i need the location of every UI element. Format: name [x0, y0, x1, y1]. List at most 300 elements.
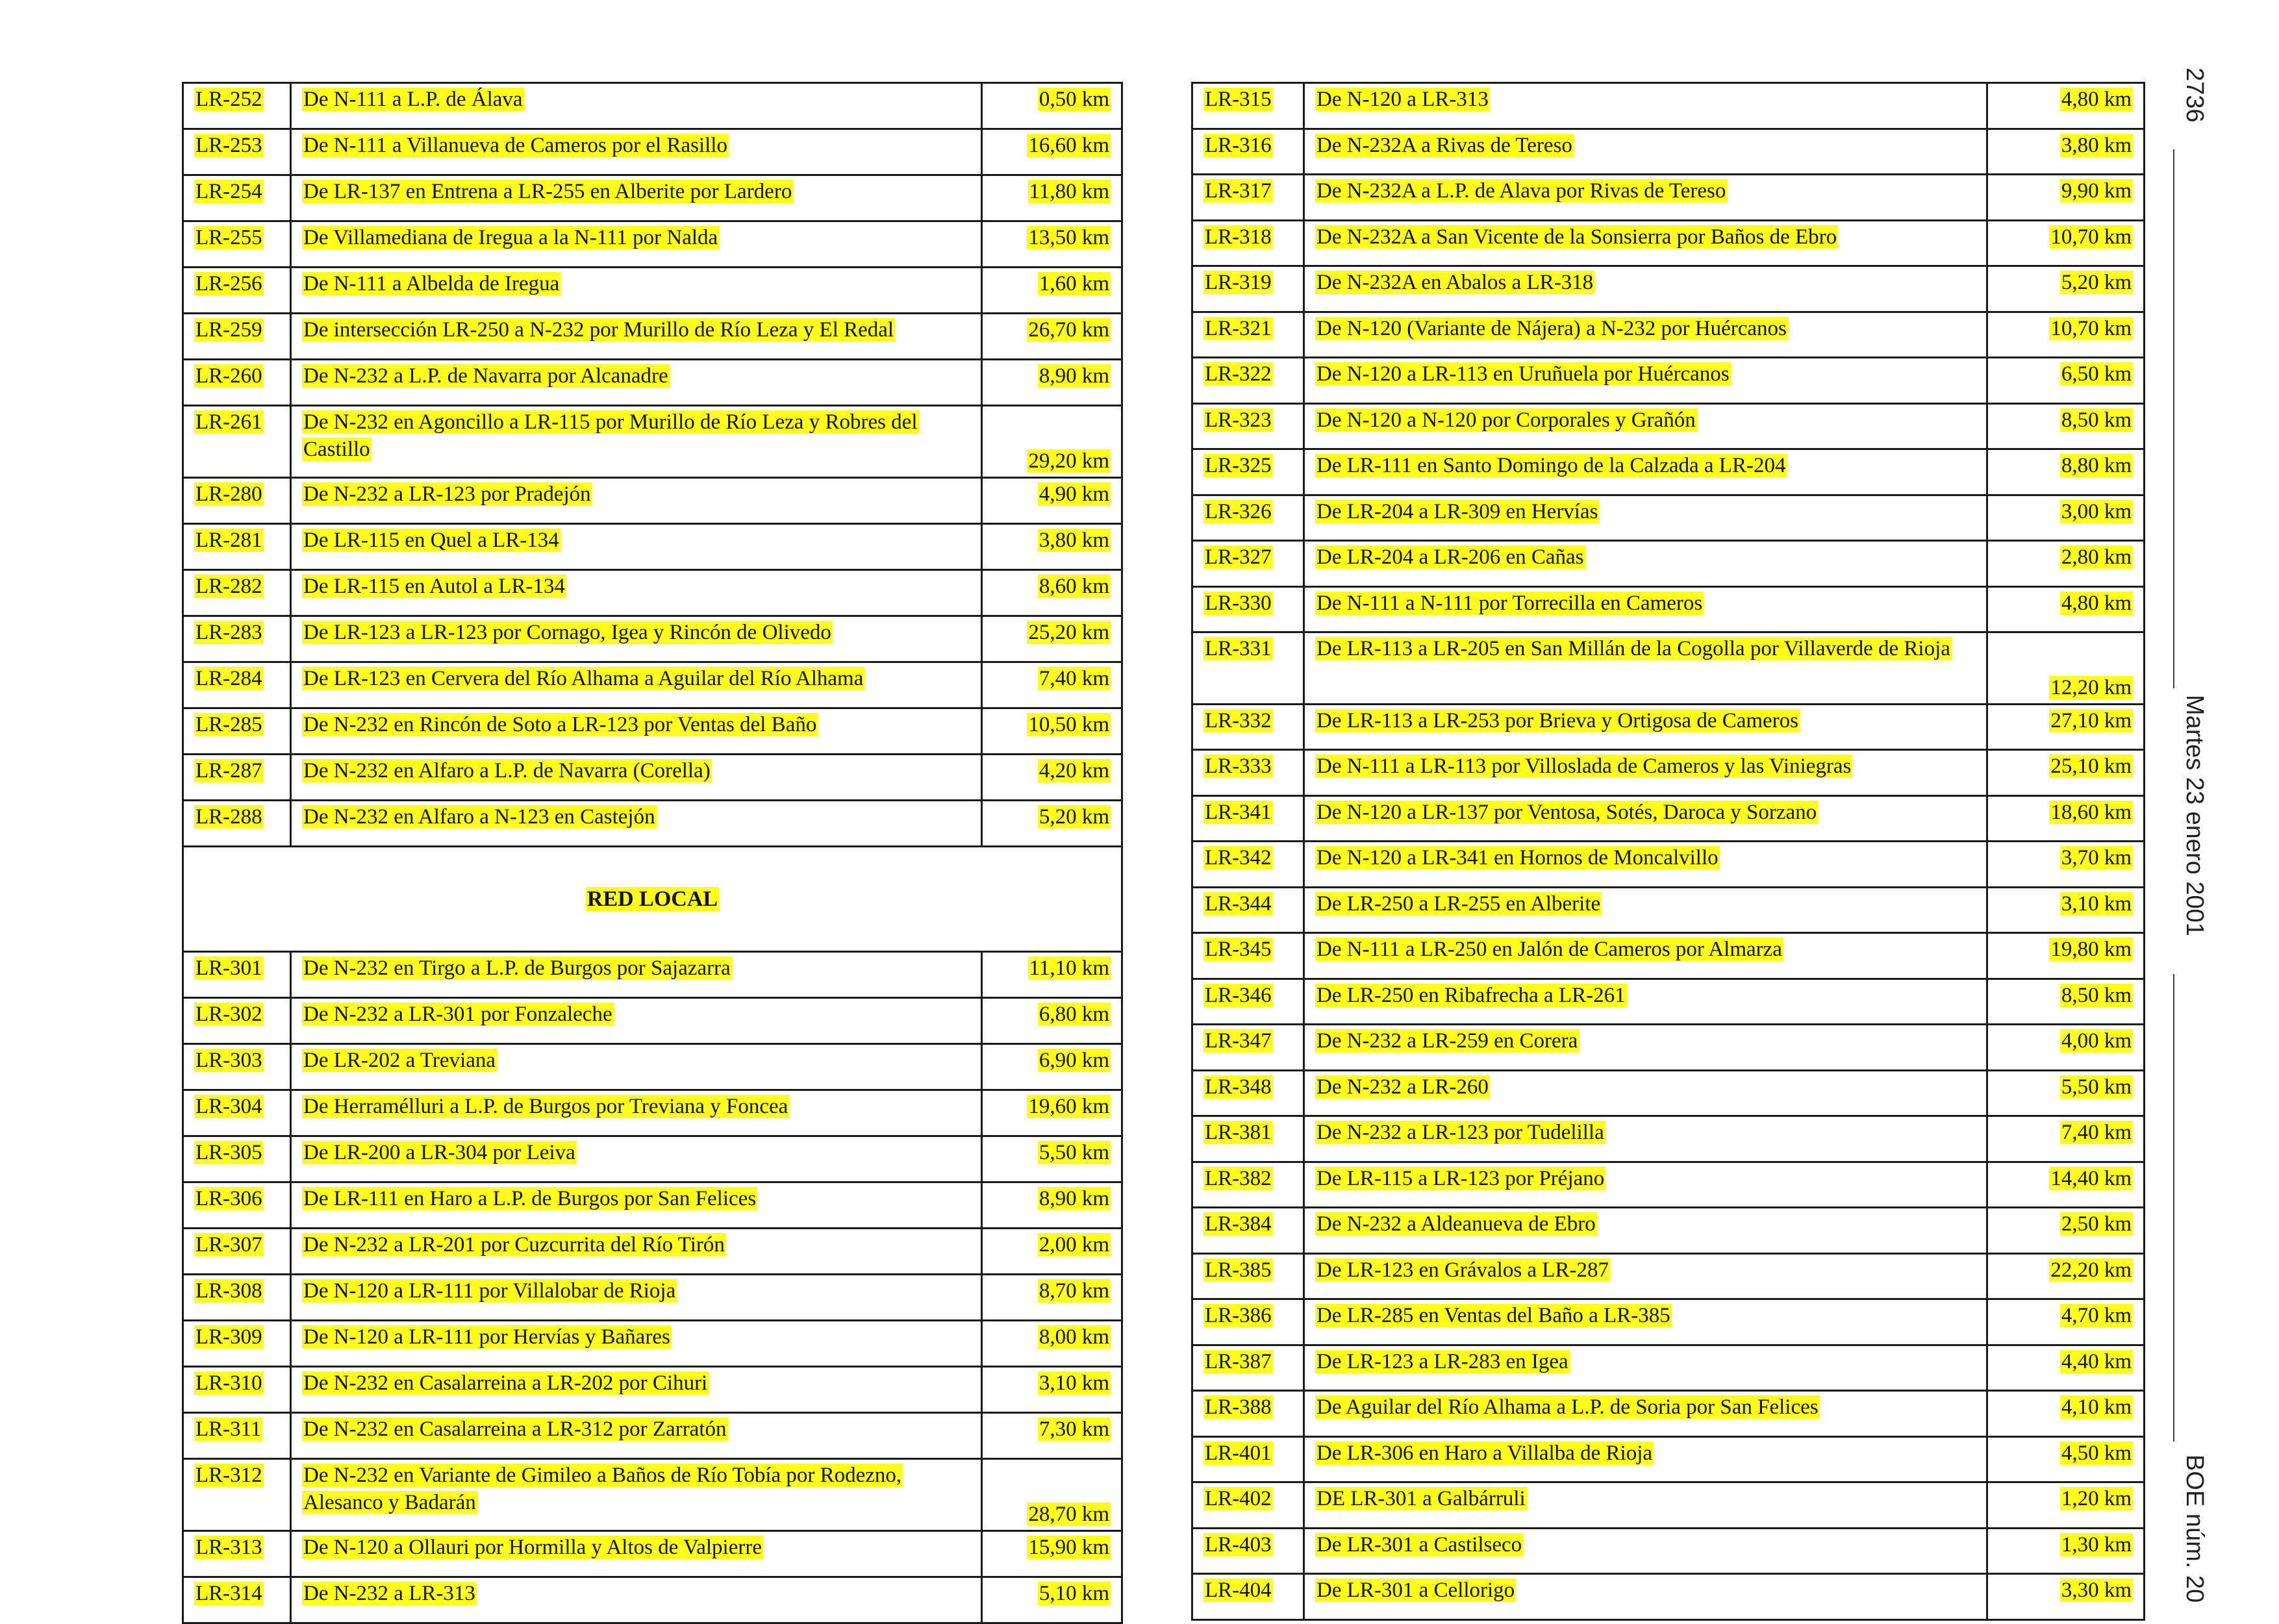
road-row: [1192, 750, 2145, 796]
road-length-cell: [1987, 1345, 2145, 1391]
road-code-cell: [183, 1413, 291, 1459]
road-length-cell: [1987, 358, 2145, 404]
road-code: LR-312: [195, 1464, 262, 1487]
road-description-cell: [291, 1367, 982, 1413]
road-code-cell: [1192, 1116, 1304, 1162]
road-description: De LR-115 a LR-123 por Préjano: [1316, 1166, 1605, 1190]
road-length-cell: [1987, 495, 2145, 541]
road-description: De N-120 a LR-313: [1316, 88, 1489, 111]
road-code: LR-323: [1205, 408, 1272, 432]
road-length: 4,40 km: [2061, 1349, 2132, 1373]
road-code: LR-282: [195, 575, 262, 598]
road-description-cell: [1304, 842, 1987, 888]
road-code-cell: [183, 998, 291, 1044]
road-code: LR-331: [1205, 637, 1272, 660]
road-length-cell: [982, 83, 1122, 129]
road-row: [1192, 933, 2145, 979]
road-code-cell: [183, 755, 291, 801]
road-length-cell: [982, 1229, 1122, 1275]
road-row: [183, 129, 1122, 175]
road-code: LR-310: [195, 1371, 262, 1395]
road-code: LR-302: [195, 1003, 262, 1026]
road-length-cell: [982, 1275, 1122, 1321]
road-code-cell: [1192, 1070, 1304, 1116]
road-row: [1192, 83, 2145, 129]
road-description-cell: [291, 1321, 982, 1367]
road-code-cell: [183, 268, 291, 314]
road-length-cell: [982, 755, 1122, 801]
road-code: LR-313: [195, 1536, 262, 1559]
road-length: 14,40 km: [2050, 1166, 2132, 1190]
road-description: De LR-123 en Cervera del Río Alhama a Aguilar del Río Alhama: [303, 667, 864, 690]
road-row: [183, 1275, 1122, 1321]
road-code-cell: [183, 570, 291, 616]
road-description: De N-232 en Variante de Gimileo a Baños de Río Tobía por Rodezno, Alesanco y Badarán: [303, 1464, 902, 1514]
road-length: 5,50 km: [1039, 1141, 1109, 1164]
road-description: De N-111 a N-111 por Torrecilla en Cameros: [1316, 591, 1703, 615]
road-description-cell: [1304, 632, 1987, 705]
road-description: De LR-306 en Haro a Villalba de Rioja: [1316, 1441, 1653, 1465]
road-code-cell: [1192, 495, 1304, 541]
road-description-cell: [1304, 979, 1987, 1025]
road-length: 10,70 km: [2050, 316, 2132, 340]
road-code: LR-384: [1205, 1212, 1272, 1236]
road-length-cell: [982, 801, 1122, 847]
road-code-cell: [1192, 795, 1304, 842]
left-roads-table: [182, 82, 1123, 1624]
road-code: LR-308: [195, 1279, 262, 1303]
road-code: LR-315: [1205, 88, 1272, 111]
road-code-cell: [183, 360, 291, 406]
road-row: [1192, 1436, 2145, 1482]
road-length-cell: [982, 175, 1122, 221]
page-number: 2736: [2181, 68, 2208, 123]
road-code-cell: [1192, 887, 1304, 933]
road-description: De N-232 en Alfaro a L.P. de Navarra (Corella): [303, 759, 711, 782]
road-length: 4,80 km: [2061, 591, 2132, 615]
road-row: [1192, 1253, 2145, 1299]
road-description-cell: [1304, 1345, 1987, 1391]
road-description: De LR-115 en Autol a LR-134: [303, 575, 565, 598]
road-description-cell: [1304, 704, 1987, 750]
road-code-cell: [183, 708, 291, 755]
road-description: De intersección LR-250 a N-232 por Murillo de Río Leza y El Redal: [303, 318, 894, 342]
road-code: LR-256: [195, 272, 262, 295]
road-description-cell: [1304, 495, 1987, 541]
road-row: [1192, 175, 2145, 221]
road-row: [1192, 632, 2145, 705]
road-code-cell: [1192, 704, 1304, 750]
road-description-cell: [1304, 129, 1987, 175]
road-description: De N-232 a LR-259 en Corera: [1316, 1029, 1578, 1053]
road-description: De N-232A a Rivas de Tereso: [1316, 133, 1572, 157]
road-description: De N-232 a LR-301 por Fonzaleche: [303, 1003, 612, 1026]
road-length: 15,90 km: [1028, 1536, 1109, 1559]
road-length: 3,80 km: [1039, 529, 1109, 552]
road-description: De LR-137 en Entrena a LR-255 en Alberite por Lardero: [303, 180, 792, 203]
road-length-cell: [982, 478, 1122, 524]
road-row: [1192, 1025, 2145, 1071]
road-code-cell: [183, 1531, 291, 1577]
road-description: De N-232 a LR-123 por Tudelilla: [1316, 1121, 1604, 1144]
road-description: De N-232 a LR-123 por Pradejón: [303, 482, 591, 506]
road-length: 4,10 km: [2061, 1395, 2132, 1419]
road-length-cell: [1987, 1208, 2145, 1254]
road-description: De N-232 en Casalarreina a LR-312 por Zarratón: [303, 1418, 727, 1441]
road-description: De N-120 a LR-113 en Uruñuela por Huércanos: [1316, 362, 1730, 386]
road-length-cell: [1987, 887, 2145, 933]
page-issue: BOE núm. 20: [2181, 1455, 2208, 1603]
road-description: De LR-123 en Grávalos a LR-287: [1316, 1258, 1609, 1282]
road-description: De LR-204 a LR-309 en Hervías: [1316, 499, 1598, 523]
road-length-cell: [982, 406, 1122, 478]
road-code: LR-255: [195, 226, 262, 249]
road-description: De LR-115 en Quel a LR-134: [303, 529, 559, 552]
road-length: 10,50 km: [1028, 713, 1109, 736]
road-code: LR-253: [195, 134, 262, 157]
road-description-cell: [1304, 1482, 1987, 1529]
road-row: [183, 268, 1122, 314]
road-description: De N-120 a N-120 por Corporales y Grañón: [1316, 408, 1696, 432]
road-row: [183, 1577, 1122, 1623]
road-code: LR-344: [1205, 892, 1272, 916]
road-description-cell: [291, 221, 982, 268]
road-length-cell: [1987, 266, 2145, 312]
road-length-cell: [982, 268, 1122, 314]
road-description-cell: [1304, 83, 1987, 129]
road-length-cell: [1987, 979, 2145, 1025]
road-code: LR-386: [1205, 1304, 1272, 1327]
road-length-cell: [982, 708, 1122, 755]
road-description-cell: [291, 1413, 982, 1459]
road-code-cell: [1192, 842, 1304, 888]
road-length: 3,10 km: [1039, 1371, 1109, 1395]
road-description-cell: [291, 1531, 982, 1577]
road-description: De N-111 a LR-250 en Jalón de Cameros por Almarza: [1316, 938, 1782, 961]
road-length: 16,60 km: [1028, 134, 1109, 157]
road-description: De N-232 a L.P. de Navarra por Alcanadre: [303, 364, 668, 388]
road-length: 25,10 km: [2050, 755, 2132, 778]
road-description-cell: [291, 1275, 982, 1321]
road-description-cell: [291, 616, 982, 662]
road-description: De LR-123 a LR-123 por Cornago, Igea y Rincón de Olivedo: [303, 621, 831, 644]
road-length: 3,10 km: [2061, 892, 2132, 916]
road-code: LR-280: [195, 482, 262, 506]
road-length-cell: [1987, 403, 2145, 449]
road-row: [1192, 129, 2145, 175]
road-code-cell: [1192, 1299, 1304, 1345]
road-description-cell: [291, 1577, 982, 1623]
road-code: LR-285: [195, 713, 262, 736]
road-row: [183, 708, 1122, 755]
road-description-cell: [1304, 266, 1987, 312]
road-length-cell: [1987, 1528, 2145, 1574]
road-code: LR-403: [1205, 1532, 1272, 1556]
road-row: [183, 801, 1122, 847]
road-code: LR-307: [195, 1233, 262, 1256]
right-roads-table: [1191, 82, 2145, 1621]
road-length-cell: [982, 221, 1122, 268]
road-description-cell: [291, 175, 982, 221]
road-description: De LR-111 en Haro a L.P. de Burgos por San Felices: [303, 1187, 757, 1210]
road-code: LR-325: [1205, 454, 1272, 477]
road-code-cell: [183, 616, 291, 662]
road-length: 5,10 km: [1039, 1582, 1109, 1605]
road-row: [1192, 220, 2145, 266]
road-row: [1192, 312, 2145, 358]
road-length: 3,80 km: [2061, 133, 2132, 157]
road-code-cell: [1192, 175, 1304, 221]
road-row: [1192, 979, 2145, 1025]
road-code: LR-303: [195, 1049, 262, 1072]
road-row: [1192, 358, 2145, 404]
road-length: 5,20 km: [1039, 805, 1109, 829]
road-length-cell: [1987, 704, 2145, 750]
road-description-cell: [291, 570, 982, 616]
road-code-cell: [1192, 541, 1304, 587]
road-description: De LR-285 en Ventas del Baño a LR-385: [1316, 1304, 1670, 1327]
road-length-cell: [1987, 1025, 2145, 1071]
road-code: LR-332: [1205, 708, 1272, 732]
road-row: [1192, 1345, 2145, 1391]
road-description-cell: [291, 998, 982, 1044]
road-length-cell: [1987, 1253, 2145, 1299]
road-length: 2,50 km: [2061, 1212, 2132, 1236]
road-length: 8,50 km: [2061, 983, 2132, 1007]
road-code: LR-342: [1205, 846, 1272, 869]
road-length-cell: [982, 360, 1122, 406]
road-code: LR-388: [1205, 1395, 1272, 1419]
road-row: [183, 1531, 1122, 1577]
road-description: De N-120 a LR-111 por Hervías y Bañares: [303, 1325, 670, 1349]
road-row: [1192, 586, 2145, 632]
road-length: 8,90 km: [1039, 364, 1109, 388]
road-code: LR-309: [195, 1325, 262, 1349]
road-description-cell: [291, 1090, 982, 1136]
road-description-cell: [1304, 541, 1987, 587]
road-code: LR-301: [195, 956, 262, 980]
road-row: [183, 616, 1122, 662]
road-description-cell: [1304, 1574, 1987, 1620]
road-length-cell: [982, 1459, 1122, 1531]
road-length-cell: [1987, 586, 2145, 632]
road-length: 1,60 km: [1039, 272, 1109, 295]
road-description: De N-111 a L.P. de Álava: [303, 88, 523, 111]
road-code: LR-260: [195, 364, 262, 388]
road-length-cell: [982, 1367, 1122, 1413]
road-code-cell: [183, 1321, 291, 1367]
road-row: [1192, 266, 2145, 312]
road-description: De LR-250 a LR-255 en Alberite: [1316, 892, 1601, 916]
road-row: [183, 221, 1122, 268]
road-code: LR-311: [195, 1418, 262, 1441]
road-description: De N-120 (Variante de Nájera) a N-232 por Huércanos: [1316, 316, 1787, 340]
road-length: 8,50 km: [2061, 408, 2132, 432]
left-table-body-top: [183, 83, 1122, 847]
road-length: 1,30 km: [2061, 1532, 2132, 1556]
road-description-cell: [1304, 312, 1987, 358]
road-code-cell: [183, 1182, 291, 1229]
road-description: De N-120 a LR-137 por Ventosa, Sotés, Daroca y Sorzano: [1316, 800, 1817, 824]
road-length-cell: [982, 1090, 1122, 1136]
road-code-cell: [183, 1275, 291, 1321]
road-length: 7,30 km: [1039, 1418, 1109, 1441]
road-description-cell: [1304, 1162, 1987, 1208]
red-local-section: [183, 847, 1122, 952]
road-description: De LR-202 a Treviana: [303, 1049, 496, 1072]
road-description: De N-232 en Agoncillo a LR-115 por Murillo de Río Leza y Robres del Castillo: [303, 410, 918, 461]
road-length: 29,20 km: [1028, 449, 1109, 473]
road-description: De N-232A a San Vicente de la Sonsierra por Baños de Ebro: [1316, 225, 1837, 249]
road-code-cell: [183, 524, 291, 570]
road-length: 4,00 km: [2061, 1029, 2132, 1053]
road-length: 6,50 km: [2061, 362, 2132, 386]
road-row: [1192, 1208, 2145, 1254]
road-row: [1192, 541, 2145, 587]
road-length-cell: [982, 1182, 1122, 1229]
road-description: De N-232 a LR-313: [303, 1582, 475, 1605]
road-code-cell: [1192, 1574, 1304, 1620]
road-description-cell: [291, 1044, 982, 1090]
road-length: 19,60 km: [1028, 1095, 1109, 1118]
road-length-cell: [1987, 83, 2145, 129]
road-code-cell: [1192, 1253, 1304, 1299]
road-length: 26,70 km: [1028, 318, 1109, 342]
road-description-cell: [1304, 1070, 1987, 1116]
road-length: 6,90 km: [1039, 1049, 1109, 1072]
road-description: De N-111 a LR-113 por Villoslada de Cameros y las Viniegras: [1316, 755, 1852, 778]
road-code-cell: [183, 1044, 291, 1090]
road-description-cell: [1304, 586, 1987, 632]
road-description: De N-120 a LR-341 en Hornos de Moncalvillo: [1316, 846, 1719, 869]
road-length-cell: [982, 1136, 1122, 1182]
road-length-cell: [1987, 129, 2145, 175]
road-description: De LR-301 a Castilseco: [1316, 1532, 1522, 1556]
road-description: De LR-250 en Ribafrecha a LR-261: [1316, 983, 1626, 1007]
road-length-cell: [982, 1044, 1122, 1090]
road-code-cell: [183, 478, 291, 524]
road-code: LR-305: [195, 1141, 262, 1164]
road-code: LR-387: [1205, 1349, 1272, 1373]
road-code: LR-341: [1205, 800, 1272, 824]
road-row: [183, 1229, 1122, 1275]
road-code: LR-284: [195, 667, 262, 690]
road-code: LR-317: [1205, 179, 1272, 203]
road-code: LR-326: [1205, 499, 1272, 523]
road-row: [1192, 1528, 2145, 1574]
road-description: De N-232A en Abalos a LR-318: [1316, 271, 1594, 294]
road-description-cell: [291, 662, 982, 708]
road-description: De N-232 a Aldeanueva de Ebro: [1316, 1212, 1596, 1236]
road-row: [1192, 403, 2145, 449]
road-length: 7,40 km: [2061, 1121, 2132, 1144]
road-code-cell: [183, 1229, 291, 1275]
road-row: [183, 1321, 1122, 1367]
road-description: De N-120 a LR-111 por Villalobar de Rioja: [303, 1279, 676, 1303]
road-length-cell: [1987, 632, 2145, 705]
road-description-cell: [291, 360, 982, 406]
road-length: 8,00 km: [1039, 1325, 1109, 1349]
road-length: 19,80 km: [2050, 938, 2132, 961]
road-code-cell: [1192, 979, 1304, 1025]
road-description: De N-232 en Casalarreina a LR-202 por Cihuri: [303, 1371, 708, 1395]
road-description: De N-232A a L.P. de Alava por Rivas de Tereso: [1316, 179, 1726, 203]
road-length: 5,20 km: [2061, 271, 2132, 294]
road-description: De LR-301 a Cellorigo: [1316, 1579, 1515, 1602]
road-code: LR-316: [1205, 133, 1272, 157]
road-code-cell: [1192, 1345, 1304, 1391]
road-length-cell: [1987, 1162, 2145, 1208]
road-code: LR-404: [1205, 1579, 1272, 1602]
road-code: LR-261: [195, 410, 262, 434]
road-code-cell: [183, 406, 291, 478]
road-description: De LR-123 a LR-283 en Igea: [1316, 1349, 1568, 1373]
road-description-cell: [1304, 1253, 1987, 1299]
road-length: 8,90 km: [1039, 1187, 1109, 1210]
road-row: [1192, 795, 2145, 842]
road-description: De LR-113 a LR-205 en San Millán de la Cogolla por Villaverde de Rioja: [1316, 637, 1950, 660]
road-row: [183, 1413, 1122, 1459]
road-code: LR-345: [1205, 938, 1272, 961]
road-length-cell: [982, 616, 1122, 662]
road-code-cell: [183, 129, 291, 175]
road-description-cell: [291, 755, 982, 801]
road-description-cell: [291, 1136, 982, 1182]
road-length: 4,50 km: [2061, 1441, 2132, 1465]
road-code-cell: [1192, 933, 1304, 979]
road-description: De N-232 en Alfaro a N-123 en Castejón: [303, 805, 655, 829]
road-length-cell: [1987, 1116, 2145, 1162]
road-description-cell: [1304, 1208, 1987, 1254]
road-description-cell: [1304, 1299, 1987, 1345]
road-row: [183, 406, 1122, 478]
road-code-cell: [183, 1367, 291, 1413]
road-length-cell: [1987, 449, 2145, 495]
road-code: LR-281: [195, 529, 262, 552]
road-length-cell: [982, 570, 1122, 616]
road-row: [183, 314, 1122, 360]
road-code-cell: [1192, 750, 1304, 796]
road-description: De LR-111 en Santo Domingo de la Calzada a LR-204: [1316, 454, 1786, 477]
road-length-cell: [982, 1413, 1122, 1459]
road-length-cell: [1987, 795, 2145, 842]
road-description-cell: [291, 129, 982, 175]
road-row: [1192, 1116, 2145, 1162]
road-length: 1,20 km: [2061, 1487, 2132, 1510]
road-length-cell: [1987, 220, 2145, 266]
road-row: [183, 360, 1122, 406]
road-row: [1192, 1162, 2145, 1208]
road-row: [183, 83, 1122, 129]
road-length: 28,70 km: [1028, 1503, 1109, 1526]
road-code: LR-287: [195, 759, 262, 782]
road-code: LR-254: [195, 180, 262, 203]
road-length-cell: [982, 1321, 1122, 1367]
road-length: 27,10 km: [2050, 708, 2132, 732]
road-description-cell: [291, 314, 982, 360]
road-code-cell: [1192, 1162, 1304, 1208]
road-description-cell: [291, 1229, 982, 1275]
road-length: 25,20 km: [1028, 621, 1109, 644]
road-code: LR-381: [1205, 1121, 1272, 1144]
road-description-cell: [291, 801, 982, 847]
road-code-cell: [1192, 1025, 1304, 1071]
road-code: LR-318: [1205, 225, 1272, 249]
road-row: [183, 1182, 1122, 1229]
road-description-cell: [291, 708, 982, 755]
road-description: De N-232 en Rincón de Soto a LR-123 por Ventas del Baño: [303, 713, 817, 736]
road-code-cell: [1192, 1436, 1304, 1482]
